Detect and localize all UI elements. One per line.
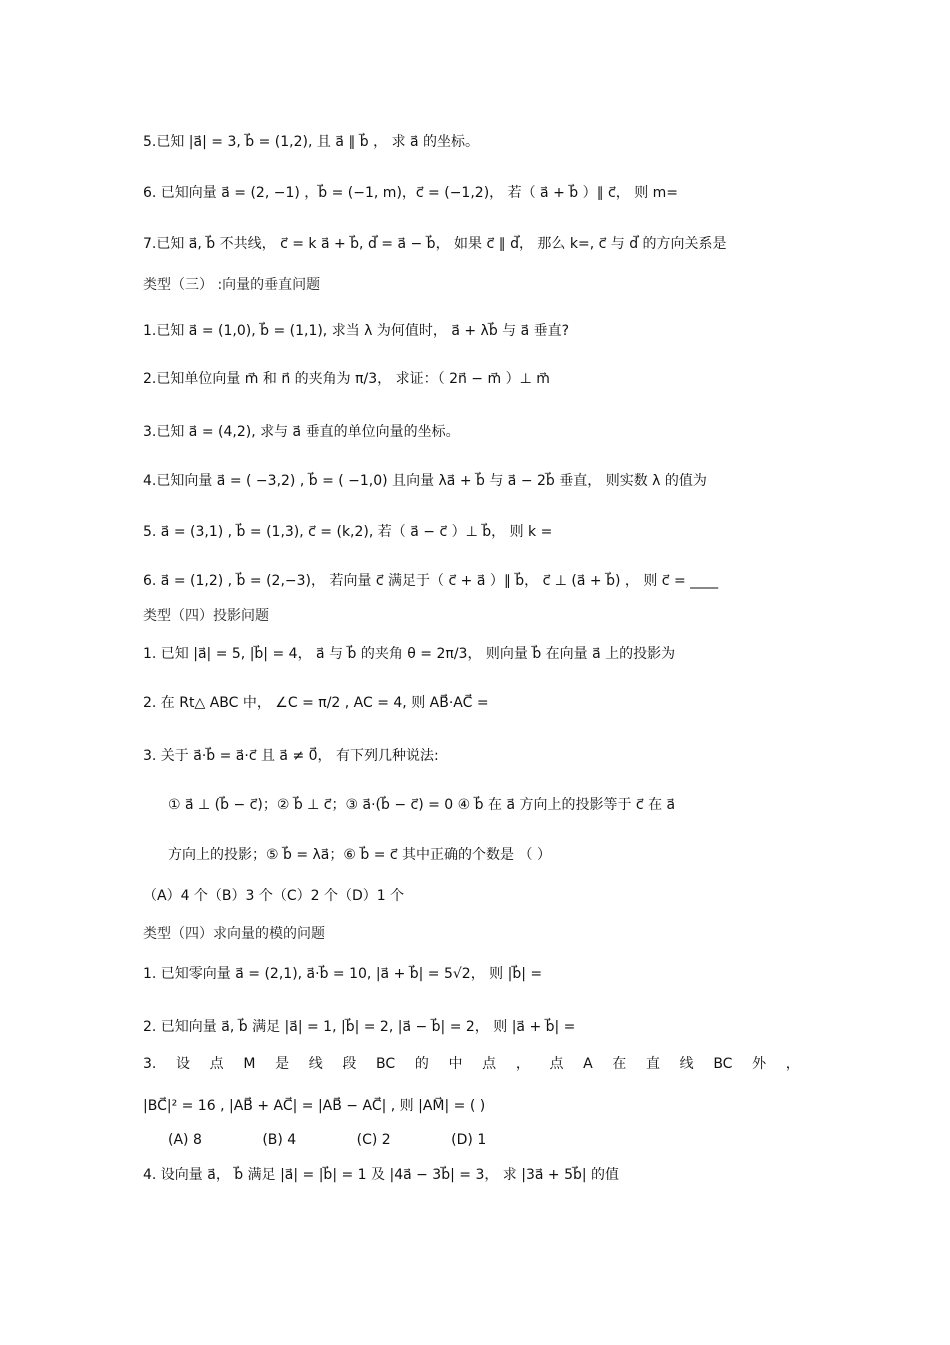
q3-token: 线 xyxy=(679,1056,694,1072)
q3-token: BC xyxy=(713,1056,733,1072)
choice-c: (C) 2 xyxy=(356,1132,391,1148)
proj-problem-1: 1. 已知 |a⃗| = 5, |b⃗| = 4， a⃗ 与 b⃗ 的夹角 θ = 2π/3， 则向量 b⃗ 在向量 a⃗ 上的投影为 xyxy=(143,646,676,662)
mag-problem-3-formula: |BC⃗|² = 16 , |AB⃗ + AC⃗| = |AB⃗ − AC⃗| , 则 |AM⃗| = ( ) xyxy=(143,1098,486,1114)
choice-b: (B) 4 xyxy=(262,1132,297,1148)
mag-problem-3-choices xyxy=(168,1129,910,1151)
q3-token: 线 xyxy=(308,1056,323,1072)
proj-problem-3-options-line-1: ① a⃗ ⊥ (b⃗ − c⃗)；② b⃗ ⊥ c⃗；③ a⃗·(b⃗ − c⃗) = 0 ④ b⃗ 在 a⃗ 方向上的投影等于 c⃗ 在 a⃗ xyxy=(168,797,676,813)
problem-5-parallel: 5.已知 |a⃗| = 3, b⃗ = (1,2), 且 a⃗ ∥ b⃗ ， 求 a⃗ 的坐标。 xyxy=(143,134,480,150)
q3-token: 是 xyxy=(275,1056,290,1072)
q3-token: 设 xyxy=(176,1056,191,1072)
problem-7-collinear: 7.已知 a⃗, b⃗ 不共线， c⃗ = k a⃗ + b⃗, d⃗ = a⃗ − b⃗， 如果 c⃗ ∥ d⃗， 那么 k=, c⃗ 与 d⃗ 的方向关系是 xyxy=(143,236,727,252)
section-title-perpendicular: 类型（三） :向量的垂直问题 xyxy=(143,277,321,293)
q3-token: 外 xyxy=(752,1056,767,1072)
q3-token: ， xyxy=(515,1056,530,1072)
mag-problem-2: 2. 已知向量 a⃗, b⃗ 满足 |a⃗| = 1, |b⃗| = 2, |a⃗ − b⃗| = 2， 则 |a⃗ + b⃗| = xyxy=(143,1019,576,1035)
section-title-magnitude: 类型（四）求向量的模的问题 xyxy=(143,926,325,942)
proj-problem-3-options-line-2: 方向上的投影；⑤ b⃗ = λa⃗；⑥ b⃗ = c⃗ 其中正确的个数是 （ ） xyxy=(168,847,551,863)
proj-problem-3-choices: （A）4 个（B）3 个（C）2 个（D）1 个 xyxy=(143,888,405,904)
q3-token: 点 xyxy=(209,1056,224,1072)
proj-problem-3: 3. 关于 a⃗·b⃗ = a⃗·c⃗ 且 a⃗ ≠ 0⃗， 有下列几种说法: xyxy=(143,748,439,764)
q3-token: 点 xyxy=(482,1056,497,1072)
q3-token: 中 xyxy=(448,1056,463,1072)
perp-problem-6: 6. a⃗ = (1,2) , b⃗ = (2,−3)， 若向量 c⃗ 满足于（ c⃗ + a⃗ ）∥ b⃗， c⃗ ⊥ (a⃗ + b⃗) ， 则 c⃗ = ____ xyxy=(143,573,719,589)
q3-token: ， xyxy=(785,1056,800,1072)
q3-token: 的 xyxy=(414,1056,429,1072)
problem-6-parallel: 6. 已知向量 a⃗ = (2, −1) ，b⃗ = (−1, m)，c⃗ = (−1,2)， 若（ a⃗ + b⃗ ）∥ c⃗， 则 m= xyxy=(143,185,679,201)
perp-problem-4: 4.已知向量 a⃗ = ( −3,2) , b⃗ = ( −1,0) 且向量 λa⃗ + b⃗ 与 a⃗ − 2b⃗ 垂直， 则实数 λ 的值为 xyxy=(143,473,707,489)
q3-token: 在 xyxy=(612,1056,627,1072)
perp-problem-3: 3.已知 a⃗ = (4,2), 求与 a⃗ 垂直的单位向量的坐标。 xyxy=(143,424,460,440)
choice-d: (D) 1 xyxy=(451,1132,487,1148)
mag-problem-1: 1. 已知零向量 a⃗ = (2,1), a⃗·b⃗ = 10, |a⃗ + b⃗| = 5√2， 则 |b⃗| = xyxy=(143,966,543,982)
choice-a: (A) 8 xyxy=(168,1132,202,1148)
perp-problem-1: 1.已知 a⃗ = (1,0), b⃗ = (1,1), 求当 λ 为何值时， a⃗ + λb⃗ 与 a⃗ 垂直? xyxy=(143,323,570,339)
q3-token: 3. xyxy=(143,1056,157,1072)
q3-token: 点 xyxy=(549,1056,564,1072)
q3-token: BC xyxy=(376,1056,396,1072)
q3-token: A xyxy=(583,1056,593,1072)
perp-problem-2: 2.已知单位向量 m⃗ 和 n⃗ 的夹角为 π/3， 求证：（ 2n⃗ − m⃗ ）⊥ m⃗ xyxy=(143,371,550,387)
proj-problem-2: 2. 在 Rt△ ABC 中， ∠C = π/2 , AC = 4, 则 AB⃗·AC⃗ = xyxy=(143,695,489,711)
q3-token: 段 xyxy=(342,1056,357,1072)
section-title-projection: 类型（四）投影问题 xyxy=(143,608,269,624)
q3-token: 直 xyxy=(646,1056,661,1072)
perp-problem-5: 5. a⃗ = (3,1) , b⃗ = (1,3), c⃗ = (k,2), 若（ a⃗ − c⃗ ）⊥ b⃗， 则 k = xyxy=(143,524,553,540)
mag-problem-3-statement xyxy=(143,1053,800,1075)
q3-token: M xyxy=(243,1056,256,1072)
mag-problem-4: 4. 设向量 a⃗， b⃗ 满足 |a⃗| = |b⃗| = 1 及 |4a⃗ − 3b⃗| = 3， 求 |3a⃗ + 5b⃗| 的值 xyxy=(143,1167,620,1183)
